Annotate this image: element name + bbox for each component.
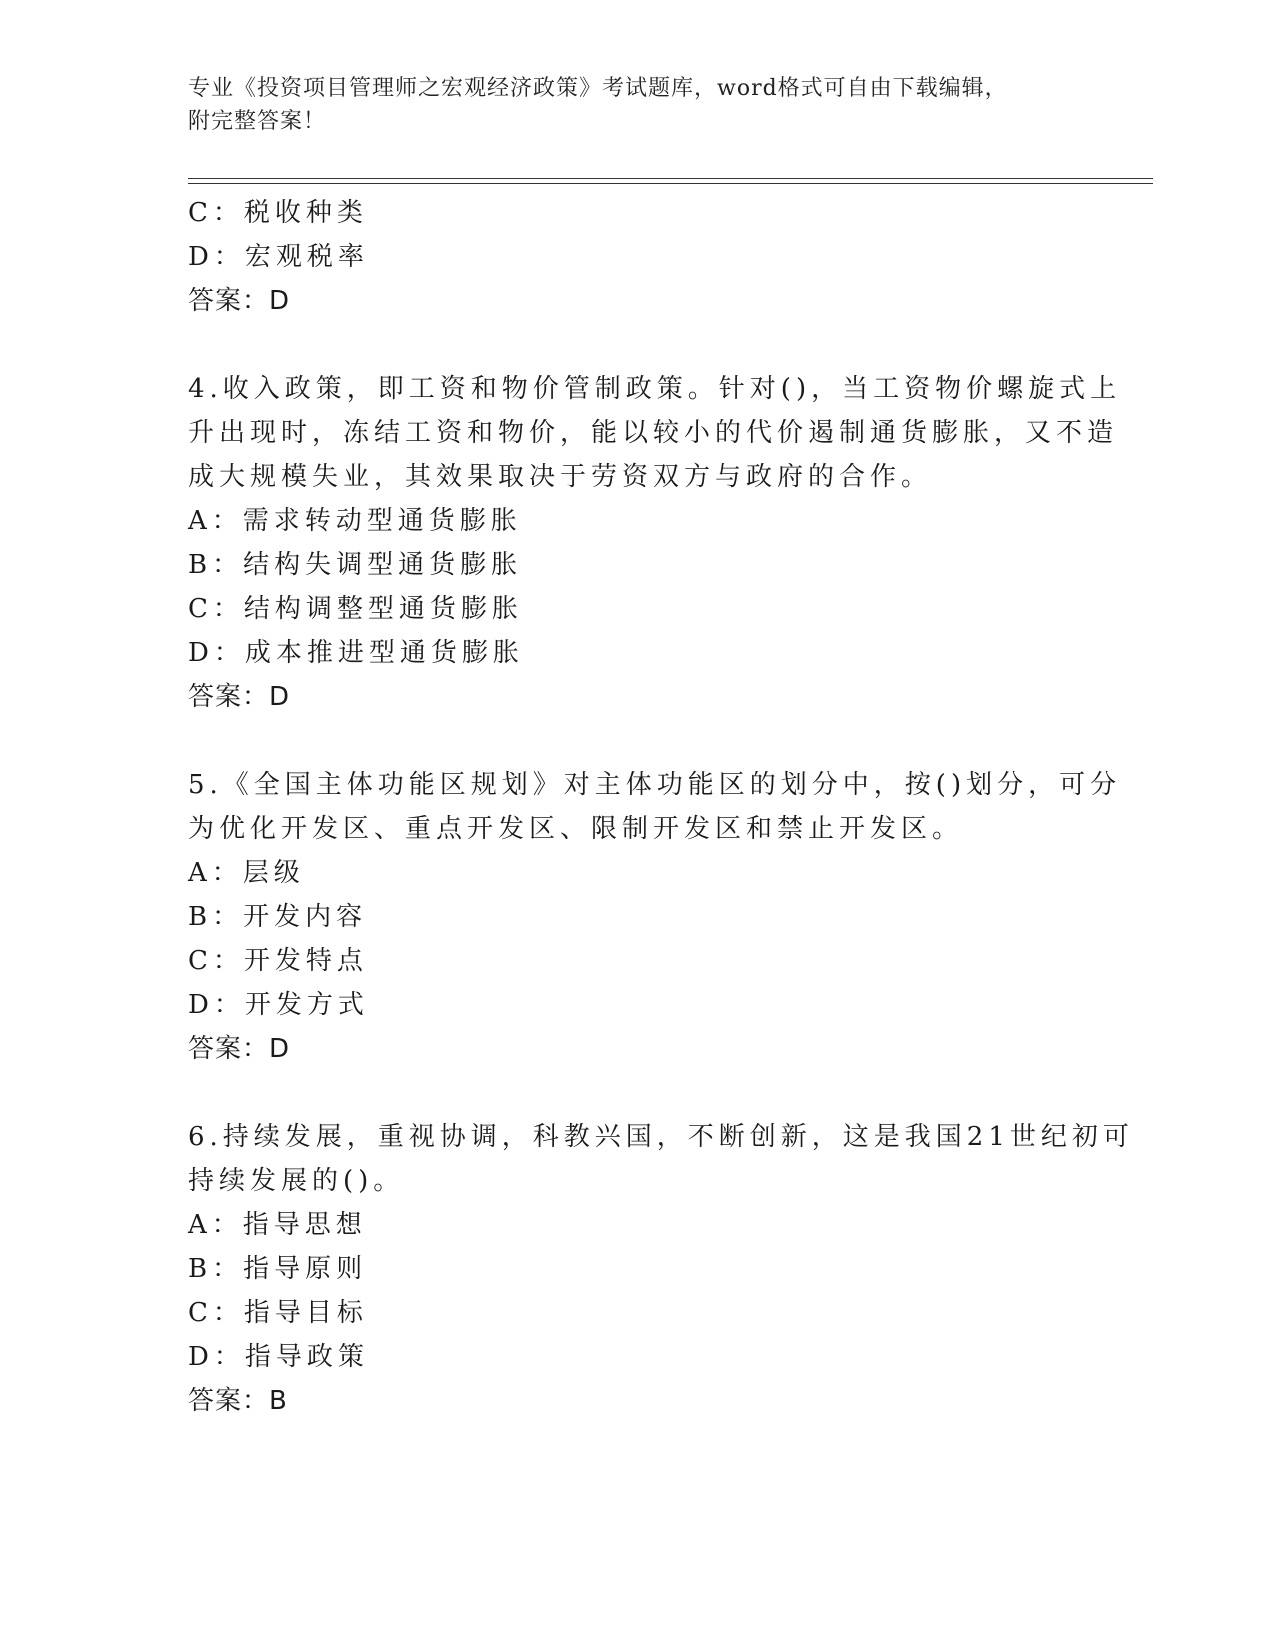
q6-stem-line-1: 6.持续发展，重视协调，科教兴国，不断创新，这是我国21世纪初可 [188, 1122, 1134, 1152]
q6-stem-line-2: 持续发展的()。 [188, 1166, 405, 1196]
q4-option-b: B：结构失调型通货膨胀 [188, 550, 523, 580]
q6-option-a: A：指导思想 [188, 1210, 367, 1240]
q4-answer: 答案：D [188, 682, 291, 712]
q4-stem-line-3: 成大规模失业，其效果取决于劳资双方与政府的合作。 [188, 462, 933, 492]
q5-answer: 答案：D [188, 1034, 291, 1064]
q3-option-d: D：宏观税率 [188, 242, 369, 272]
q5-stem-line-2: 为优化开发区、重点开发区、限制开发区和禁止开发区。 [188, 814, 964, 844]
q4-stem-line-2: 升出现时，冻结工资和物价，能以较小的代价遏制通货膨胀，又不造 [188, 418, 1119, 448]
q6-option-c: C：指导目标 [188, 1298, 368, 1328]
q3-answer: 答案：D [188, 286, 291, 316]
q4-option-c: C：结构调整型通货膨胀 [188, 594, 523, 624]
q6-answer: 答案：B [188, 1386, 288, 1416]
document-header [188, 72, 1088, 138]
q5-option-d: D：开发方式 [188, 990, 369, 1020]
q4-option-d: D：成本推进型通货膨胀 [188, 638, 524, 668]
header-line-2: 附完整答案！ [188, 109, 327, 134]
header-divider-top [188, 178, 1153, 179]
q5-option-c: C：开发特点 [188, 946, 368, 976]
header-divider-bottom [188, 183, 1153, 184]
q6-option-d: D：指导政策 [188, 1342, 369, 1372]
q5-option-a: A：层级 [188, 858, 305, 888]
q5-option-b: B：开发内容 [188, 902, 368, 932]
q6-option-b: B：指导原则 [188, 1254, 368, 1284]
q4-stem-line-1: 4.收入政策，即工资和物价管制政策。针对()，当工资物价螺旋式上 [188, 374, 1122, 404]
header-line-1: 专业《投资项目管理师之宏观经济政策》考试题库，word格式可自由下载编辑， [188, 76, 1008, 101]
q3-option-c: C：税收种类 [188, 198, 368, 228]
q4-option-a: A：需求转动型通货膨胀 [188, 506, 522, 536]
q5-stem-line-1: 5.《全国主体功能区规划》对主体功能区的划分中，按()划分，可分 [188, 770, 1122, 800]
